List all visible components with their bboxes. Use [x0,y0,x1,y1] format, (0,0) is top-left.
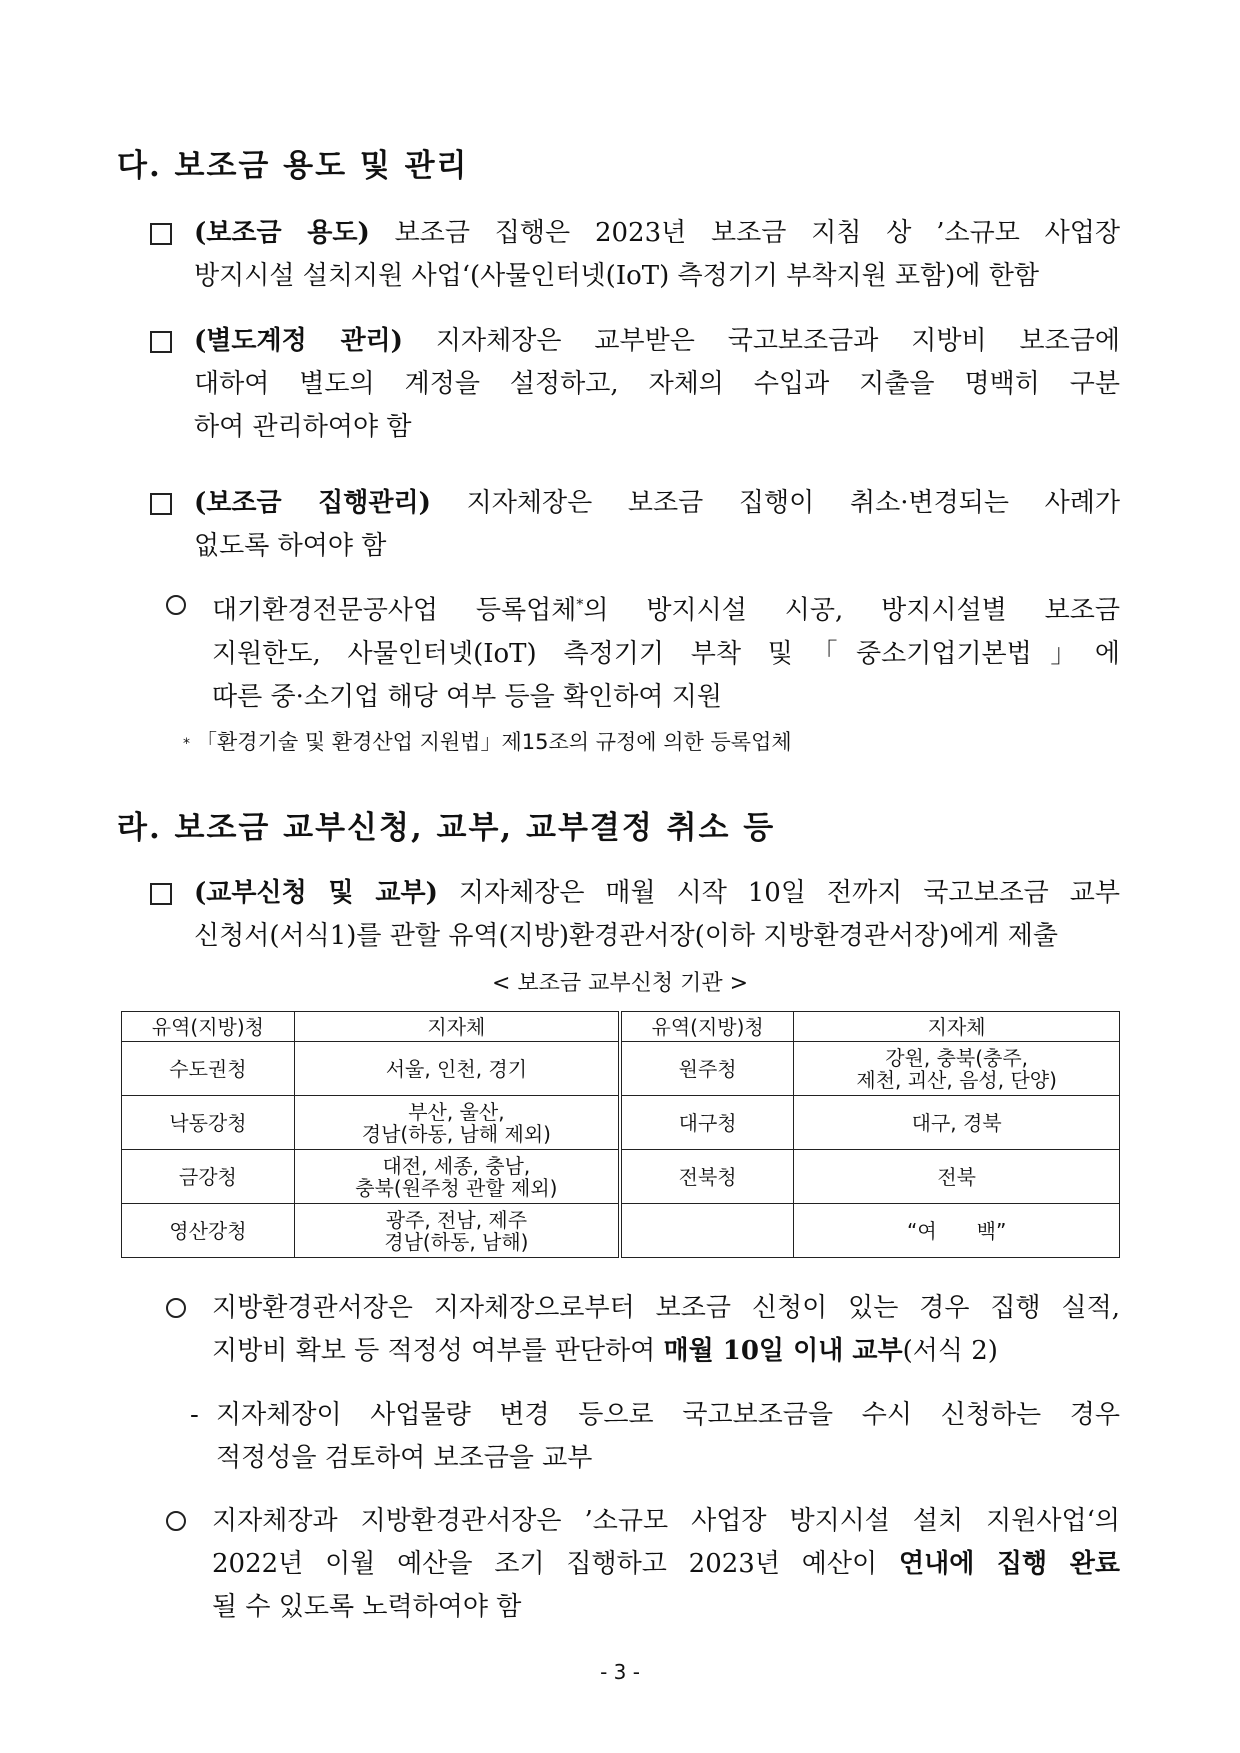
dash-bullet: - [190,1400,199,1430]
application-line-1: 지자체장은 매월 시작 10일 전까지 국고보조금 교부 [437,878,1120,908]
footnote-mark: * [576,597,584,613]
office-cell: 낙동강청 [122,1096,295,1150]
checkbox-square-icon [150,493,172,515]
local-cell: 대전, 세종, 충남, 충북(원주청 관할 제외) [294,1150,620,1204]
header-local-2: 지자체 [794,1012,1120,1042]
application-line-2: 신청서(서식1)를 관할 유역(지방)환경관서장(이하 지방환경관서장)에게 제출 [194,921,1058,951]
execution-sub-item: 대기환경전문공사업 등록업체*의 방지시설 시공, 방지시설별 보조금 지원한도, 사물인터넷(IoT) 측정기기 부착 및「중소기업기본법」에 따른 중·소기업 해당 여부 등을 확인하여 지원 [166,584,1120,719]
table-row [122,1204,1120,1258]
execution-sub-line-3: 따른 중·소기업 해당 여부 등을 확인하여 지원 [212,681,722,712]
table-header-row [122,1012,1120,1042]
local-cell: 부산, 울산, 경남(하동, 남해 제외) [294,1096,620,1150]
footnote-star: * [183,736,190,752]
application-agency-table [121,1011,1120,1258]
account-line-2: 대하여 별도의 계정을 설정하고, 자체의 수입과 지출을 명백히 구분 [194,369,1120,399]
local-cell: 전북 [794,1150,1120,1204]
account-line-1: 지자체장은 교부받은 국고보조금과 지방비 보조금에 [402,326,1120,356]
usage-line-1: 보조금 집행은 2023년 보조금 지침 상 ’소규모 사업장 [369,218,1120,248]
footnote-text: 「환경기술 및 환경산업 지원법」제15조의 규정에 의한 등록업체 [196,730,792,754]
grant-dash-line-2: 적정성을 검토하여 보조금을 교부 [216,1443,593,1473]
table-caption: < 보조금 교부신청 기관 > [491,971,749,996]
office-cell: 원주청 [620,1042,794,1096]
usage-heading: (보조금 용도) [194,218,370,248]
header-office-1: 유역(지방)청 [122,1012,295,1042]
local-cell: 서울, 인천, 경기 [294,1042,620,1096]
usage-line-2: 방지시설 설치지원 사업‘(사물인터넷(IoT) 측정기기 부착지원 포함)에 한함 [194,261,1039,291]
local-cell: 강원, 충북(충주, 제천, 괴산, 음성, 단양) [794,1042,1120,1096]
grant-emphasis: 매월 10일 이내 교부 [663,1336,903,1366]
page-number: - 3 - [600,1660,640,1684]
office-cell: 영산강청 [122,1204,295,1258]
section-title-da: 다. 보조금 용도 및 관리 [117,148,469,184]
circle-bullet-icon [166,1298,186,1318]
early-execution-sub-item: 지자체장과 지방환경관서장은 ’소규모 사업장 방지시설 설치 지원사업‘의 2022년 이월 예산을 조기 집행하고 2023년 예산이 연내에 집행 완료 될 수 있도록 노력하여야 함 [166,1500,1120,1629]
table-row [122,1096,1120,1150]
grant-sub-item: 지방환경관서장은 지자체장으로부터 보조금 신청이 있는 경우 집행 실적, 지방비 확보 등 적정성 여부를 판단하여 매월 10일 이내 교부(서식 2) [166,1287,1120,1373]
early-line-3: 될 수 있도록 노력하여야 함 [212,1592,522,1622]
application-heading: (교부신청 및 교부) [194,878,438,908]
account-heading: (별도계정 관리) [194,326,403,356]
footnote [183,726,792,756]
execution-heading: (보조금 집행관리) [194,488,431,518]
execution-sub-line-2: 지원한도, 사물인터넷(IoT) 측정기기 부착 및「중소기업기본법」에 [212,638,1120,669]
header-local-1: 지자체 [294,1012,620,1042]
local-cell: 광주, 전남, 제주 경남(하동, 남해) [294,1204,620,1258]
office-cell: 수도권청 [122,1042,295,1096]
checkbox-square-icon [150,883,172,905]
circle-bullet-icon [166,595,186,615]
grant-dash-line-1: 지자체장이 사업물량 변경 등으로 국고보조금을 수시 신청하는 경우 [216,1400,1120,1430]
circle-bullet-icon [166,1511,186,1531]
section-title-ra: 라. 보조금 교부신청, 교부, 교부결정 취소 등 [117,810,776,846]
execution-paragraph [150,482,1120,568]
execution-line-1: 지자체장은 보조금 집행이 취소·변경되는 사례가 [430,488,1120,518]
early-emphasis: 연내에 집행 완료 [898,1549,1121,1579]
checkbox-square-icon [150,223,172,245]
application-paragraph [150,872,1120,958]
table-row [122,1150,1120,1204]
header-office-2: 유역(지방)청 [620,1012,794,1042]
account-line-3: 하여 관리하여야 함 [194,412,412,442]
local-cell: 대구, 경북 [794,1096,1120,1150]
usage-paragraph [150,212,1120,298]
account-paragraph [150,320,1120,449]
table-row [122,1042,1120,1096]
early-line-1: 지자체장과 지방환경관서장은 ’소규모 사업장 방지시설 설치 지원사업‘의 [212,1506,1120,1536]
execution-line-2: 없도록 하여야 함 [194,531,387,561]
local-cell: “여 백” [794,1204,1120,1258]
office-cell: 전북청 [620,1150,794,1204]
office-cell: 금강청 [122,1150,295,1204]
checkbox-square-icon [150,331,172,353]
grant-line-1: 지방환경관서장은 지자체장으로부터 보조금 신청이 있는 경우 집행 실적, [212,1293,1120,1323]
grant-dash-item [190,1394,1120,1480]
office-cell: 대구청 [620,1096,794,1150]
office-cell [620,1204,794,1258]
